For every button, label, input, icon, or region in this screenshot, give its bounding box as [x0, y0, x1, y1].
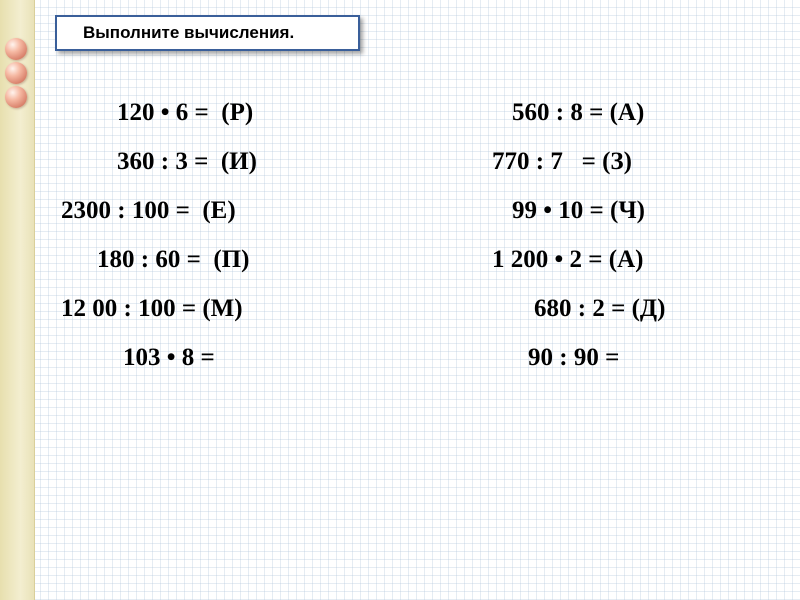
task-title	[55, 15, 360, 51]
left-equation-5: 12 00 : 100 = (М)	[61, 295, 243, 322]
left-equation-6: 103 • 8 =	[123, 344, 215, 371]
left-equation-3: 2300 : 100 = (Е)	[61, 197, 236, 224]
pearl-decoration-icon	[5, 38, 27, 60]
right-equation-4: 1 200 • 2 = (А)	[492, 246, 644, 273]
left-equation-2: 360 : 3 = (И)	[117, 148, 257, 175]
decorative-left-strip	[0, 0, 35, 600]
right-equation-1: 560 : 8 = (А)	[512, 99, 645, 126]
pearl-decoration-icon	[5, 62, 27, 84]
left-equation-4: 180 : 60 = (П)	[97, 246, 250, 273]
right-equation-2: 770 : 7 = (З)	[492, 148, 632, 175]
pearl-decoration-icon	[5, 86, 27, 108]
right-equation-3: 99 • 10 = (Ч)	[512, 197, 645, 224]
right-equation-5: 680 : 2 = (Д)	[534, 295, 666, 322]
left-equation-1: 120 • 6 = (Р)	[117, 99, 254, 126]
right-equation-6: 90 : 90 =	[528, 344, 620, 371]
task-title-text: Выполните вычисления.	[83, 23, 295, 42]
